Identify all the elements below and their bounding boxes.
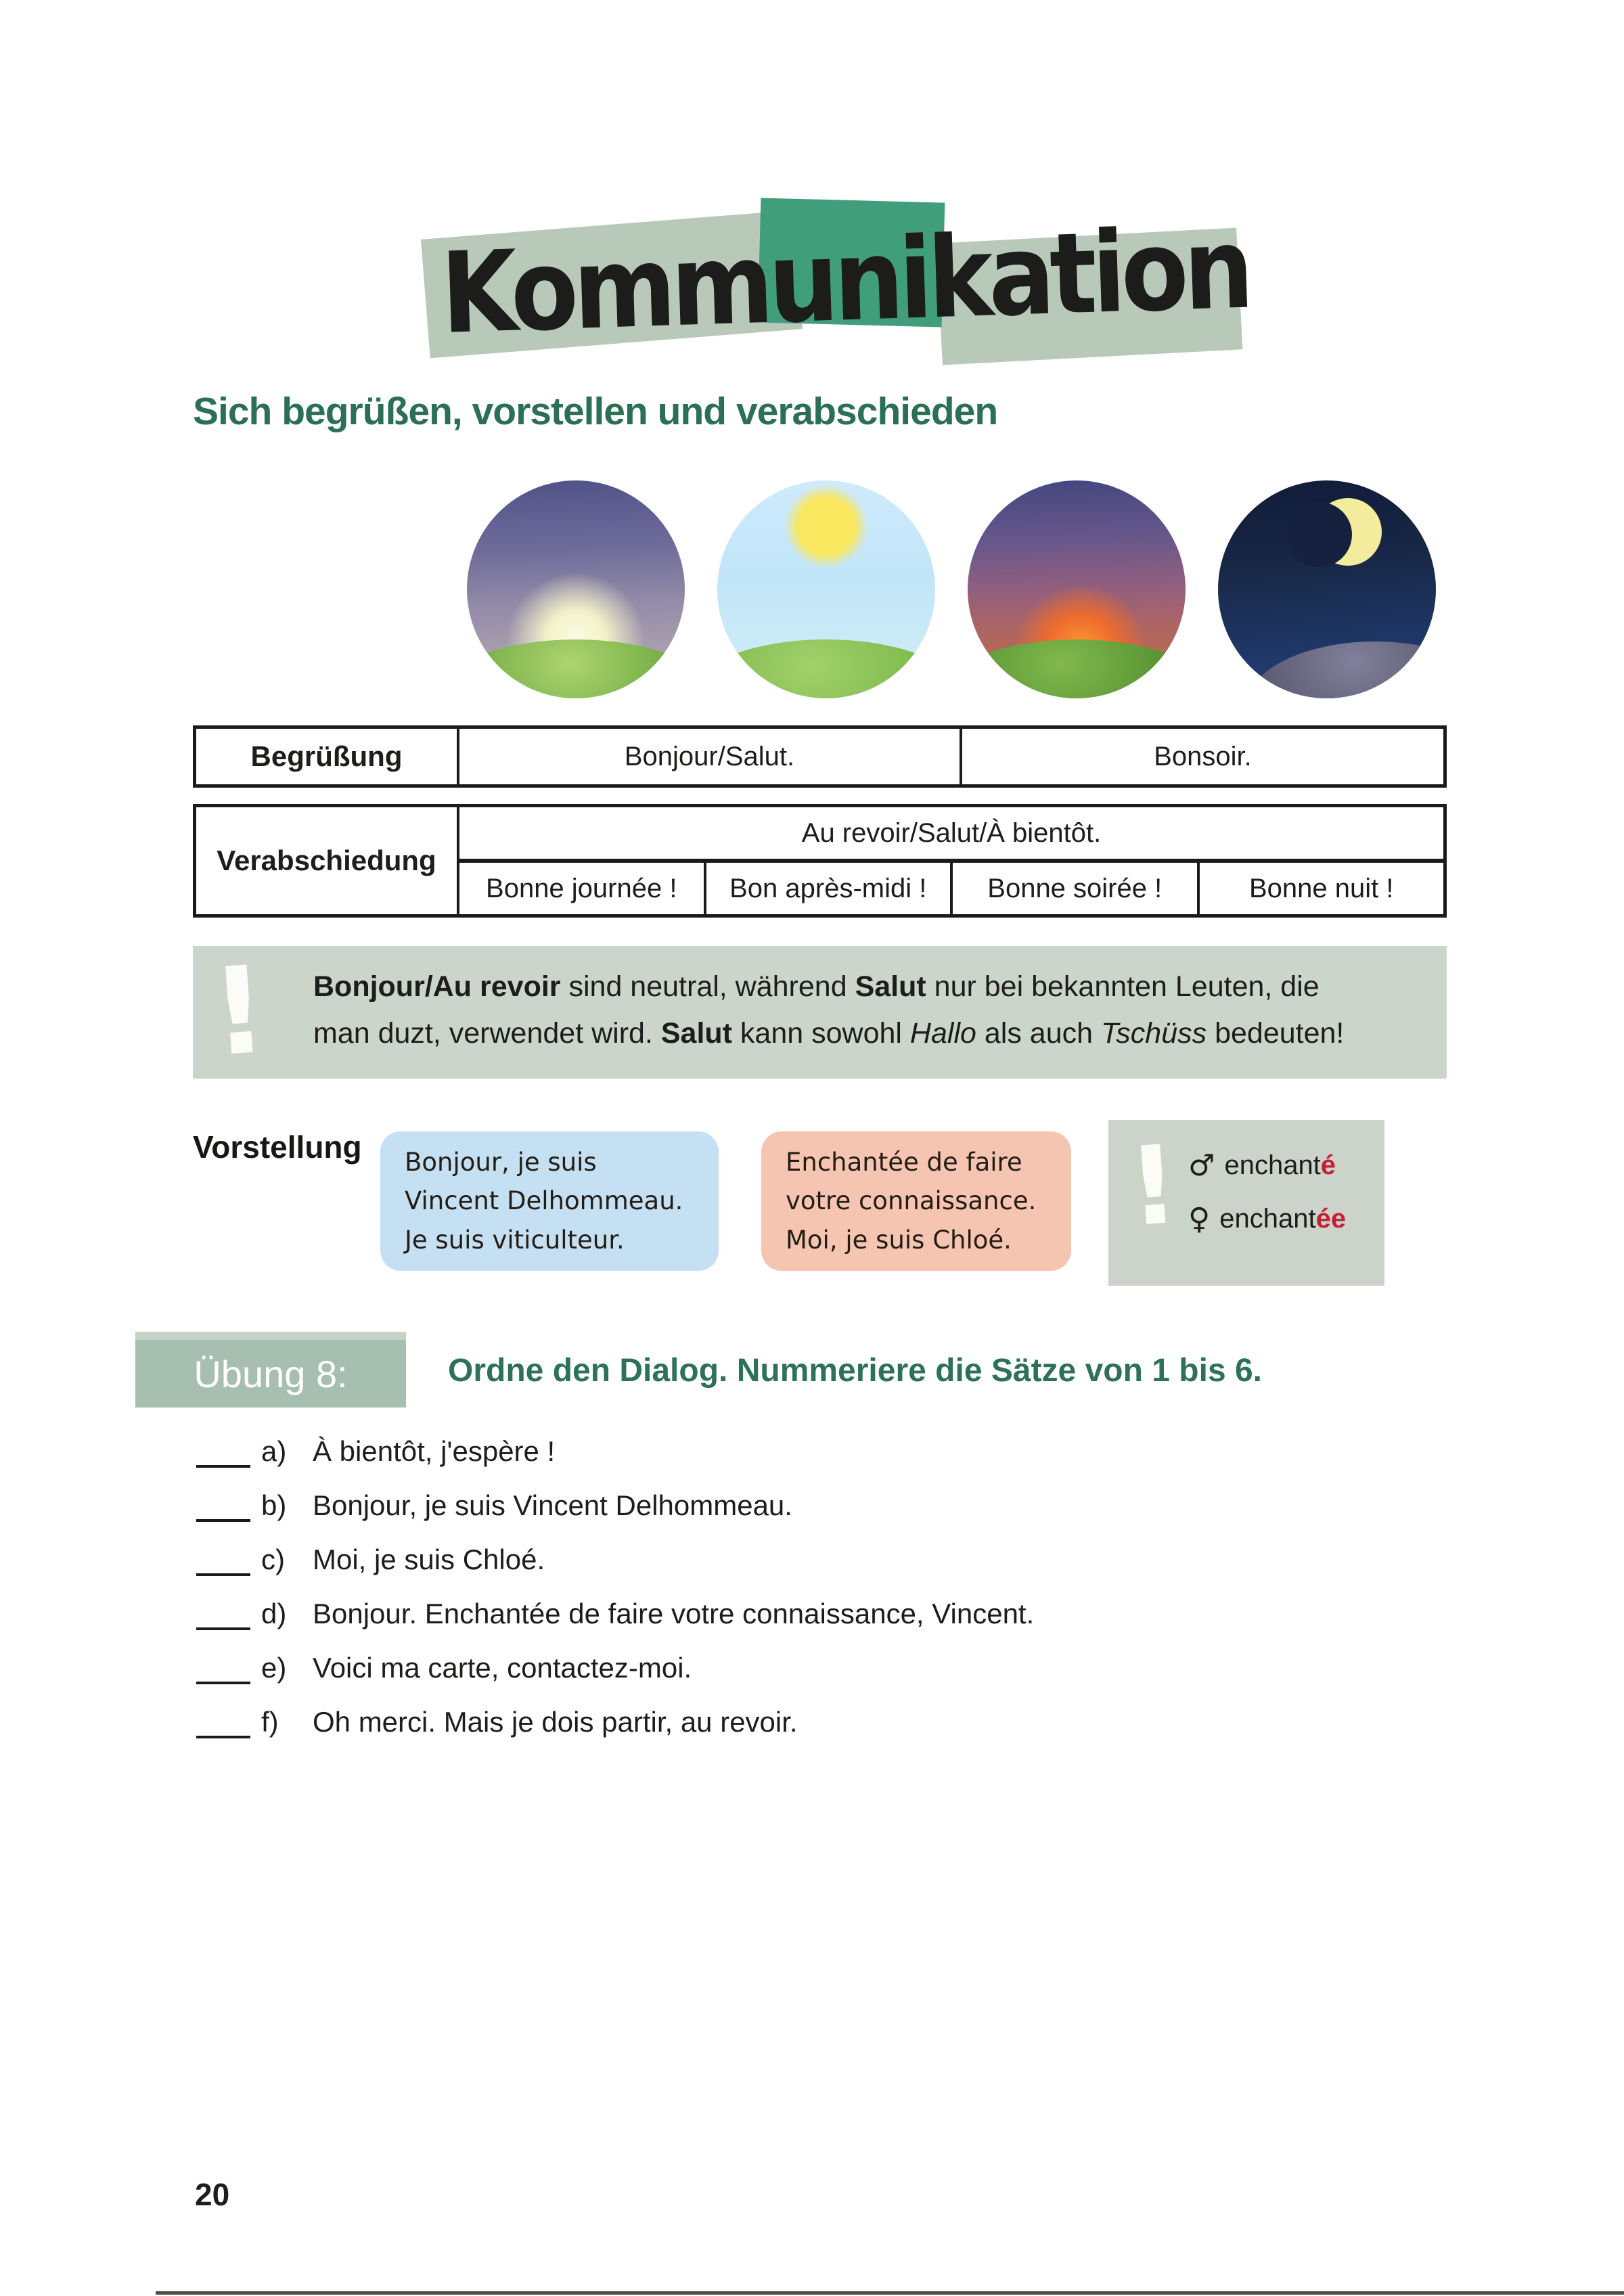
farewell-cell-evening: Bonne soirée !: [950, 863, 1197, 914]
note-seg: Tschüss: [1100, 1016, 1207, 1050]
note-seg: bedeuten!: [1206, 1016, 1345, 1050]
bubble-line: Enchantée de faire: [786, 1147, 1022, 1177]
item-letter: e): [261, 1652, 287, 1684]
item-text: Moi, je suis Chloé.: [313, 1544, 545, 1575]
bubble-line: Je suis viticulteur.: [405, 1225, 625, 1255]
note-seg: Bonjour/Au revoir: [313, 970, 561, 1003]
farewell-bottom-row: [459, 859, 1443, 914]
exercise-item-c: [196, 1533, 545, 1587]
section-heading: Sich begrüßen, vorstellen und verabschieden: [193, 390, 998, 433]
greeting-row-label: Begrüßung: [250, 740, 403, 772]
gender-ending-lines: [1188, 1148, 1346, 1236]
female-ending-line: [1188, 1202, 1346, 1236]
speech-bubble-vincent: [380, 1131, 719, 1271]
answer-blank-d[interactable]: [196, 1627, 250, 1630]
female-word-stem: enchant: [1219, 1204, 1316, 1234]
note-seg: Hallo: [909, 1016, 976, 1050]
female-word-ending: ée: [1315, 1204, 1347, 1234]
exercise-item-f: [196, 1695, 798, 1749]
note-seg: nur bei bekannten Leuten, die man duzt, verwendet wird.: [313, 970, 1320, 1050]
farewell-cell-night: Bonne nuit !: [1197, 863, 1444, 914]
farewell-table: [193, 804, 1447, 918]
exercise-instruction: Ordne den Dialog. Nummeriere die Sätze von 1 bis 6.: [448, 1353, 1262, 1389]
male-word-stem: enchant: [1224, 1150, 1321, 1180]
male-ending-line: [1188, 1148, 1346, 1183]
exclamation-icon: !: [1124, 1121, 1183, 1251]
note-seg: als auch: [976, 1016, 1101, 1050]
vorstellung-label: Vorstellung: [193, 1129, 362, 1165]
item-letter: f): [261, 1706, 279, 1738]
answer-blank-f[interactable]: [196, 1736, 250, 1738]
bubble-line: Vincent Delhommeau.: [405, 1186, 683, 1216]
note-seg: sind neutral, während: [560, 970, 855, 1003]
logo-part-kation: kation: [926, 203, 1251, 344]
item-text: À bientôt, j'espère !: [313, 1435, 556, 1467]
midday-hill: [717, 639, 935, 698]
exercise-item-e: [196, 1641, 692, 1695]
usage-note-text: [313, 964, 1355, 1057]
item-letter: a): [261, 1435, 287, 1467]
greeting-table: [193, 725, 1447, 788]
exercise-item-d: [196, 1587, 1034, 1641]
note-seg: Salut: [855, 970, 926, 1003]
male-word: [1224, 1150, 1336, 1181]
midday-sun-icon: [717, 480, 935, 698]
item-letter: c): [261, 1544, 285, 1575]
sunset-icon: [968, 480, 1186, 698]
page-title-logo: [438, 203, 1251, 359]
item-text: Voici ma carte, contactez-moi.: [313, 1652, 692, 1684]
sunrise-hill: [467, 639, 685, 698]
sun-icon: [785, 485, 867, 567]
greeting-cell-evening: Bonsoir.: [960, 729, 1443, 784]
page-number: 20: [195, 2177, 230, 2212]
moon-icon: [1314, 498, 1382, 566]
farewell-cells: [457, 807, 1443, 914]
daytime-images-row: [467, 480, 1436, 698]
note-seg: kann sowohl: [731, 1016, 910, 1050]
night-hill: [1244, 641, 1436, 698]
male-icon: ♂: [1188, 1148, 1215, 1183]
answer-blank-e[interactable]: [196, 1682, 250, 1684]
exercise-item-b: [196, 1479, 792, 1533]
exercise-badge: Übung 8:: [135, 1332, 406, 1408]
answer-blank-c[interactable]: [196, 1573, 250, 1576]
crescent-moon-icon: [1218, 480, 1436, 698]
bubble-line: votre connaissance.: [786, 1186, 1037, 1216]
item-letter: b): [261, 1489, 287, 1521]
page-bottom-rule: [156, 2291, 1624, 2295]
farewell-cell-general: Au revoir/Salut/À bientôt.: [801, 817, 1102, 848]
item-text: Oh merci. Mais je dois partir, au revoir.: [313, 1706, 798, 1738]
farewell-cell-morning: Bonne journée !: [486, 873, 677, 903]
exclamation-icon: !: [206, 939, 272, 1083]
logo-part-komm: Komm: [438, 218, 771, 359]
sunset-hill: [968, 639, 1186, 698]
answer-blank-a[interactable]: [196, 1465, 250, 1468]
female-icon: ♀: [1188, 1202, 1211, 1236]
gender-ending-note-box: [1108, 1120, 1384, 1286]
bubble-line: Bonjour, je suis: [405, 1147, 597, 1177]
note-seg: Salut: [660, 1016, 732, 1050]
male-word-ending: é: [1320, 1150, 1336, 1180]
female-word: [1219, 1204, 1346, 1234]
usage-note-box: [193, 939, 1447, 1083]
farewell-cell-afternoon: Bon après-midi !: [704, 863, 951, 914]
answer-blank-b[interactable]: [196, 1519, 250, 1522]
item-letter: d): [261, 1598, 287, 1629]
item-text: Bonjour. Enchantée de faire votre connaissance, Vincent.: [313, 1598, 1035, 1629]
bubble-line: Moi, je suis Chloé.: [786, 1225, 1012, 1255]
sunrise-icon: [467, 480, 685, 698]
speech-bubble-chloe: [761, 1131, 1071, 1271]
item-text: Bonjour, je suis Vincent Delhommeau.: [313, 1489, 792, 1521]
greeting-cell-day: Bonjour/Salut.: [457, 729, 960, 784]
farewell-row-label: Verabschiedung: [217, 845, 436, 876]
exercise-item-a: [196, 1424, 555, 1479]
logo-part-uni: uni: [766, 213, 930, 348]
